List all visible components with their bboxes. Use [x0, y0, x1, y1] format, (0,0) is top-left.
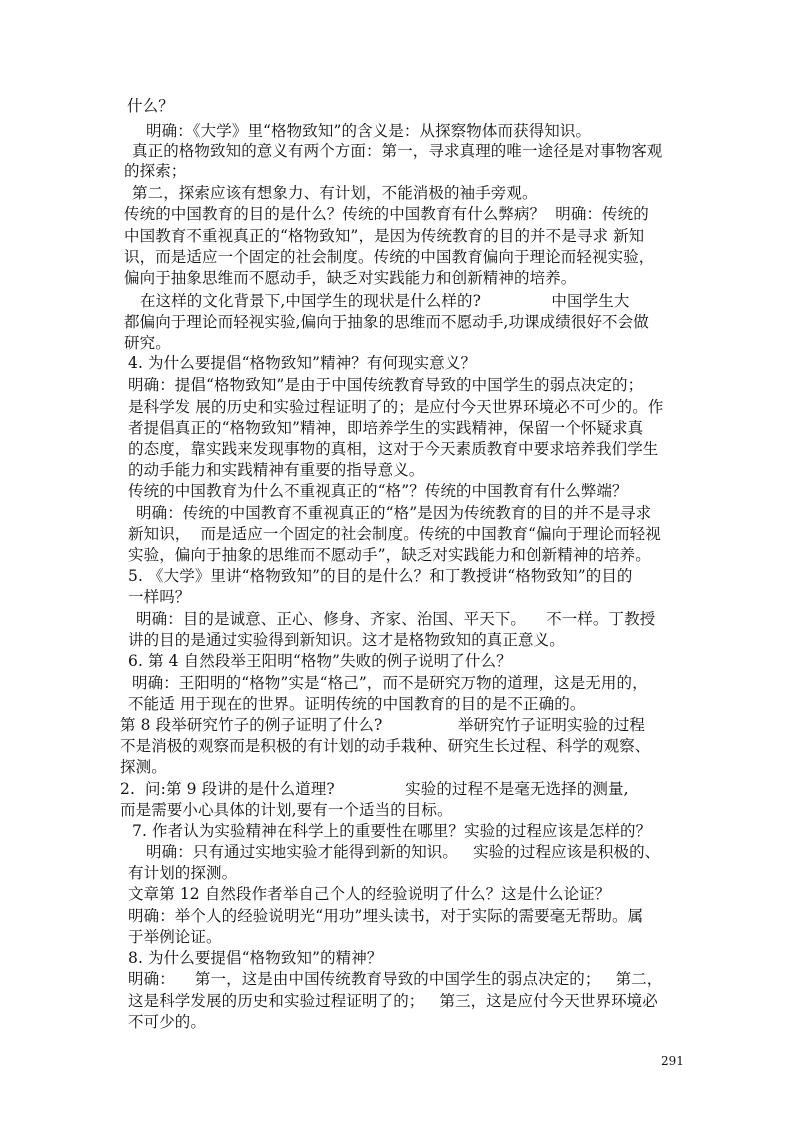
text-line: 8. 为什么要提倡“格物致知”的精神？ [128, 949, 383, 967]
text-line: 不是消极的观察而是积极的有计划的动手栽种、研究生长过程、科学的观察、 [120, 737, 651, 755]
text-line: 真正的格物致知的意义有两个方面：第一，寻求真理的唯一途径是对事物客观 [132, 142, 663, 160]
text-line: 明确：只有通过实地实验才能得到新的知识。 实验的过程应该是积极的、 [146, 843, 661, 861]
text-line: 文章第 12 自然段作者举自己个人的经验说明了什么？这是什么论证？ [128, 885, 611, 903]
text-line: 而是需要小心具体的计划,要有一个适当的目标。 [120, 801, 453, 819]
text-line: 7. 作者认为实验精神在科学上的重要性在哪里？实验的过程应该是怎样的？ [132, 822, 652, 840]
text-line: 探测。 [120, 758, 167, 776]
text-line: 者提倡真正的“格物致知”精神，即培养学生的实践精神，保留一个怀疑求真 [128, 419, 644, 437]
text-line: 这是科学发展的历史和实验过程证明了的； 第三，这是应付今天世界环境必 [128, 992, 658, 1010]
text-line: 有计划的探测。 [128, 864, 238, 882]
text-line: 于举例论证。 [128, 928, 222, 946]
text-line: 的态度，靠实践来发现事物的真相，这对于今天素质教育中要求培养我们学生 [128, 440, 659, 458]
text-line: 5. 《大学》里讲“格物致知”的目的是什么？和丁教授讲“格物致知”的目的 [128, 567, 633, 585]
text-line: 在这样的文化背景下,中国学生的现状是什么样的? 中国学生大 [140, 292, 630, 310]
text-line: 的动手能力和实践精神有重要的指导意义。 [128, 461, 425, 479]
text-line: 6. 第 4 自然段举王阳明“格物”失败的例子说明了什么？ [128, 652, 512, 670]
text-line: 第 8 段举研究竹子的例子证明了什么? 举研究竹子证明实验的过程 [120, 716, 646, 734]
text-line: 什么？ [127, 97, 174, 115]
text-line: 都偏向于理论而轻视实验,偏向于抽象的思维而不愿动手,功课成绩很好不会做 [124, 313, 649, 331]
text-line: 的探索； [124, 162, 187, 180]
text-line: 一样吗？ [128, 588, 191, 606]
text-line: 明确：王阳明的“格物”实是“格己”，而不是研究万物的道理，这是无用的， [132, 674, 648, 692]
text-line: 研究。 [124, 334, 171, 352]
text-line: 新知识， 而是适应一个固定的社会制度。传统的中国教育“偏向于理论而轻视 [128, 525, 661, 543]
text-line: 不可少的。 [128, 1013, 207, 1031]
text-line: 是科学发 展的历史和实验过程证明了的；是应付今天世界环境必不可少的。作 [128, 398, 664, 416]
text-line: 明确：传统的中国教育不重视真正的“格”是因为传统教育的目的并不是寻求 [136, 504, 652, 522]
text-line: 偏向于抽象思维而不愿动手，缺乏对实践能力和创新精神的培养。 [124, 269, 577, 287]
text-line: 明确：目的是诚意、正心、修身、齐家、治国、平天下。 不一样。丁教授 [136, 610, 656, 628]
text-line: 明确：《大学》里“格物致知”的含义是：从探察物体而获得知识。 [146, 122, 592, 140]
page-number: 291 [661, 1054, 684, 1068]
text-line: 讲的目的是通过实验得到新知识。这才是格物致知的真正意义。 [128, 631, 565, 649]
text-line: 第二，探索应该有想象力、有计划，不能消极的袖手旁观。 [132, 184, 538, 202]
text-line: 传统的中国教育的目的是什么？传统的中国教育有什么弊病？ 明确：传统的 [124, 205, 649, 223]
text-line: 传统的中国教育为什么不重视真正的“格”？传统的中国教育有什么弊端？ [128, 482, 628, 500]
text-line: 识，而是适应一个固定的社会制度。传统的中国教育偏向于理论而轻视实验， [124, 248, 655, 266]
text-line: 不能适 用于现在的世界。证明传统的中国教育的目的是不正确的。 [128, 695, 586, 713]
text-line: 4. 为什么要提倡“格物致知”精神？有何现实意义？ [128, 354, 477, 372]
text-line: 实验，偏向于抽象的思维而不愿动手”，缺乏对实践能力和创新精神的培养。 [128, 546, 651, 564]
text-line: 2. 问:第 9 段讲的是什么道理? 实验的过程不是毫无选择的测量, [120, 780, 629, 798]
text-line: 中国教育不重视真正的“格物致知”，是因为传统教育的目的并不是寻求 新知 [124, 227, 645, 245]
text-line: 明确：提倡“格物致知”是由于中国传统教育导致的中国学生的弱点决定的； [128, 376, 644, 394]
text-line: 明确：举个人的经验说明光“用功”埋头读书，对于实际的需要毫无帮助。属 [128, 907, 644, 925]
text-line: 明确： 第一，这是由中国传统教育导致的中国学生的弱点决定的； 第二， [128, 970, 663, 988]
